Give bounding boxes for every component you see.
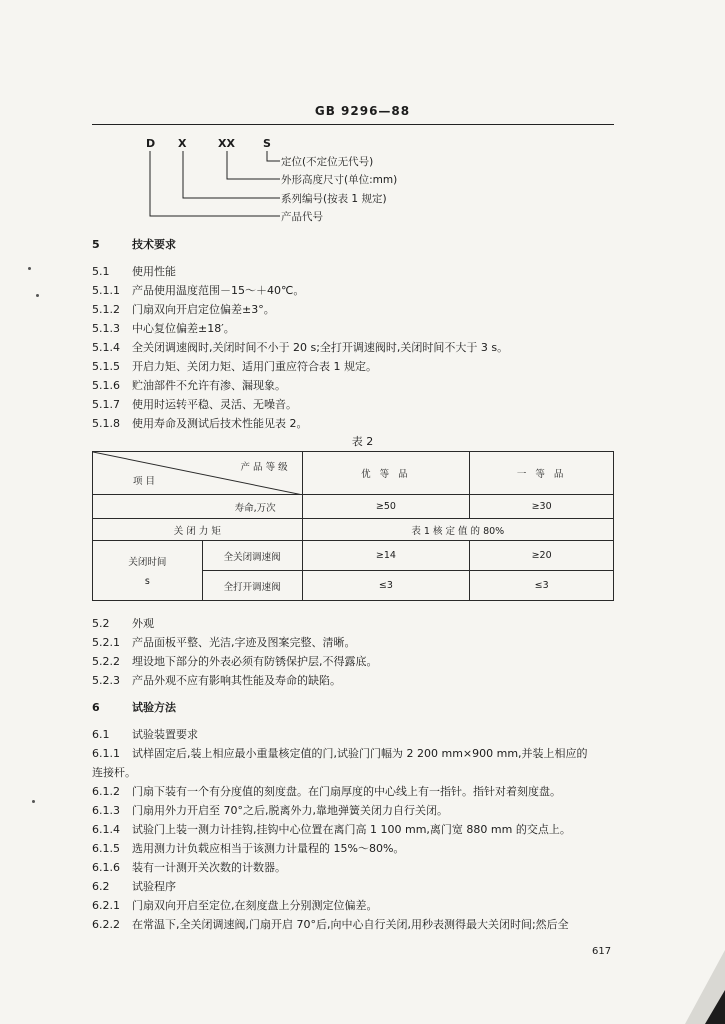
clause-text: 使用时运转平稳、灵活、无噪音。 [132, 398, 297, 411]
code-char-x: X [178, 137, 187, 150]
clause-text: 门扇双向开启至定位,在刻度盘上分别测定位偏差。 [132, 899, 378, 912]
clause-text: 在常温下,全关闭调速阀,门扇开启 70°后,向中心自行关闭,用秒表测得最大关闭时间;然后全 [132, 918, 569, 931]
section-number: 5 [92, 238, 100, 251]
clause-6-1-6 [92, 859, 286, 875]
code-char-d: D [146, 137, 156, 150]
clause-text: 门扇双向开启定位偏差±3°。 [132, 303, 275, 316]
clause-6-1-1 [92, 745, 588, 761]
fully-closed-first-value: ≥20 [470, 541, 614, 571]
clause-number: 6.1.2 [92, 785, 120, 798]
clause-text: 试验门上装一测力计挂钩,挂钩中心位置在离门高 1 100 mm,离门宽 880 mm 的交点上。 [132, 823, 571, 836]
clause-number: 5.1.4 [92, 341, 120, 354]
clause-number: 5.1.1 [92, 284, 120, 297]
clause-number: 5.1 [92, 265, 110, 278]
table-2-caption: 表 2 [351, 435, 374, 448]
clause-text: 使用寿命及测试后技术性能见表 2。 [132, 417, 308, 430]
clause-number: 5.1.7 [92, 398, 120, 411]
fully-closed-valve-label: 全关闭调速阀 [202, 541, 302, 571]
corner-grade-label: 产 品 等 级 [240, 462, 288, 473]
clause-5-1-7 [92, 396, 297, 412]
clause-5-1-8 [92, 415, 308, 431]
scan-speck [36, 294, 39, 297]
clause-number: 5.2.3 [92, 674, 120, 687]
life-first-value: ≥30 [470, 495, 614, 519]
fully-open-premium-value: ≤3 [302, 571, 470, 601]
torque-value: 表 1 核 定 值 的 80% [302, 519, 613, 541]
clause-6-2-1 [92, 897, 378, 913]
clause-number: 5.1.5 [92, 360, 120, 373]
clause-number: 5.1.6 [92, 379, 120, 392]
clause-number: 5.2 [92, 617, 110, 630]
life-premium-value: ≥50 [302, 495, 470, 519]
clause-text: 产品外观不应有影响其性能及寿命的缺陷。 [132, 674, 341, 687]
clause-text: 装有一计测开关次数的计数器。 [132, 861, 286, 874]
section-title: 技术要求 [132, 238, 176, 251]
section-title: 试验方法 [132, 701, 176, 714]
clause-text: 中心复位偏差±18′。 [132, 322, 235, 335]
clause-5-1-3 [92, 320, 235, 336]
clause-6-1 [92, 726, 198, 742]
clause-text: 外观 [132, 617, 154, 630]
code-label-height: 外形高度尺寸(单位:mm) [281, 174, 398, 186]
code-label-series: 系列编号(按表 1 规定) [281, 193, 387, 205]
clause-number: 6.1.6 [92, 861, 120, 874]
clause-6-1-1-continued [92, 764, 136, 780]
code-label-product: 产品代号 [281, 211, 323, 223]
row-closing-time-label [93, 541, 203, 601]
clause-text: 试验装置要求 [132, 728, 198, 741]
clause-number: 6.1.4 [92, 823, 120, 836]
code-char-xx: XX [218, 137, 235, 150]
clause-text: 贮油部件不允许有渗、漏现象。 [132, 379, 286, 392]
fully-open-first-value: ≤3 [470, 571, 614, 601]
clause-number: 6.2 [92, 880, 110, 893]
clause-number: 5.1.3 [92, 322, 120, 335]
section-6-heading [92, 699, 176, 715]
clause-text: 试样固定后,装上相应最小重量核定值的门,试验门门幅为 2 200 mm×900 mm,并装上相应的 [132, 747, 588, 760]
page-number: 617 [592, 946, 612, 957]
clause-text: 连接杆。 [92, 766, 136, 779]
clause-5-2-1 [92, 634, 356, 650]
clause-number: 5.2.2 [92, 655, 120, 668]
code-char-s: S [263, 137, 271, 150]
row-life-label: 寿命,万次 [93, 495, 303, 519]
clause-number: 6.1.3 [92, 804, 120, 817]
clause-6-1-4 [92, 821, 571, 837]
closing-time-unit: s [144, 576, 150, 587]
clause-5-1 [92, 263, 176, 279]
scan-speck [28, 267, 31, 270]
clause-number: 6.1.1 [92, 747, 120, 760]
closing-time-label: 关闭时间 [128, 557, 167, 568]
clause-5-2-2 [92, 653, 378, 669]
document-header: GB 9296—88 [314, 104, 411, 118]
header-first-grade: 一 等 品 [470, 452, 614, 495]
clause-text: 产品面板平整、光洁,字迹及图案完整、清晰。 [132, 636, 356, 649]
clause-number: 6.1 [92, 728, 110, 741]
clause-6-1-3 [92, 802, 448, 818]
fully-closed-premium-value: ≥14 [302, 541, 470, 571]
header-premium-grade: 优 等 品 [302, 452, 470, 495]
clause-text: 选用测力计负载应相当于该测力计量程的 15%～80%。 [132, 842, 405, 855]
clause-5-1-4 [92, 339, 508, 355]
code-label-positioning: 定位(不定位无代号) [281, 156, 374, 168]
clause-5-2 [92, 615, 154, 631]
clause-6-1-5 [92, 840, 404, 856]
table-2 [92, 451, 614, 601]
clause-number: 6.2.2 [92, 918, 120, 931]
clause-number: 5.1.2 [92, 303, 120, 316]
table-corner-cell [93, 452, 303, 495]
clause-text: 门扇下装有一个有分度值的刻度盘。在门扇厚度的中心线上有一指针。指针对着刻度盘。 [132, 785, 561, 798]
section-5-heading [92, 236, 176, 252]
clause-text: 埋设地下部分的外表必须有防锈保护层,不得露底。 [132, 655, 378, 668]
scan-speck [32, 800, 35, 803]
page-corner-shadow [655, 930, 725, 1024]
clause-5-2-3 [92, 672, 341, 688]
clause-text: 试验程序 [132, 880, 176, 893]
clause-text: 开启力矩、关闭力矩、适用门重应符合表 1 规定。 [132, 360, 377, 373]
clause-number: 6.2.1 [92, 899, 120, 912]
clause-text: 产品使用温度范围－15～＋40℃。 [132, 284, 305, 297]
row-torque-label: 关 闭 力 矩 [93, 519, 303, 541]
clause-6-2 [92, 878, 176, 894]
corner-item-label: 项 目 [133, 476, 156, 487]
fully-open-valve-label: 全打开调速阀 [202, 571, 302, 601]
clause-5-1-1 [92, 282, 304, 298]
clause-5-1-6 [92, 377, 286, 393]
section-number: 6 [92, 701, 100, 714]
clause-text: 全关闭调速阀时,关闭时间不小于 20 s;全打开调速阀时,关闭时间不大于 3 s。 [132, 341, 509, 354]
clause-number: 5.2.1 [92, 636, 120, 649]
clause-5-1-2 [92, 301, 275, 317]
clause-6-2-2 [92, 916, 569, 932]
clause-text: 门扇用外力开启至 70°之后,脱离外力,靠地弹簧关闭力自行关闭。 [132, 804, 448, 817]
clause-number: 6.1.5 [92, 842, 120, 855]
clause-text: 使用性能 [132, 265, 176, 278]
clause-6-1-2 [92, 783, 561, 799]
clause-number: 5.1.8 [92, 417, 120, 430]
clause-5-1-5 [92, 358, 377, 374]
